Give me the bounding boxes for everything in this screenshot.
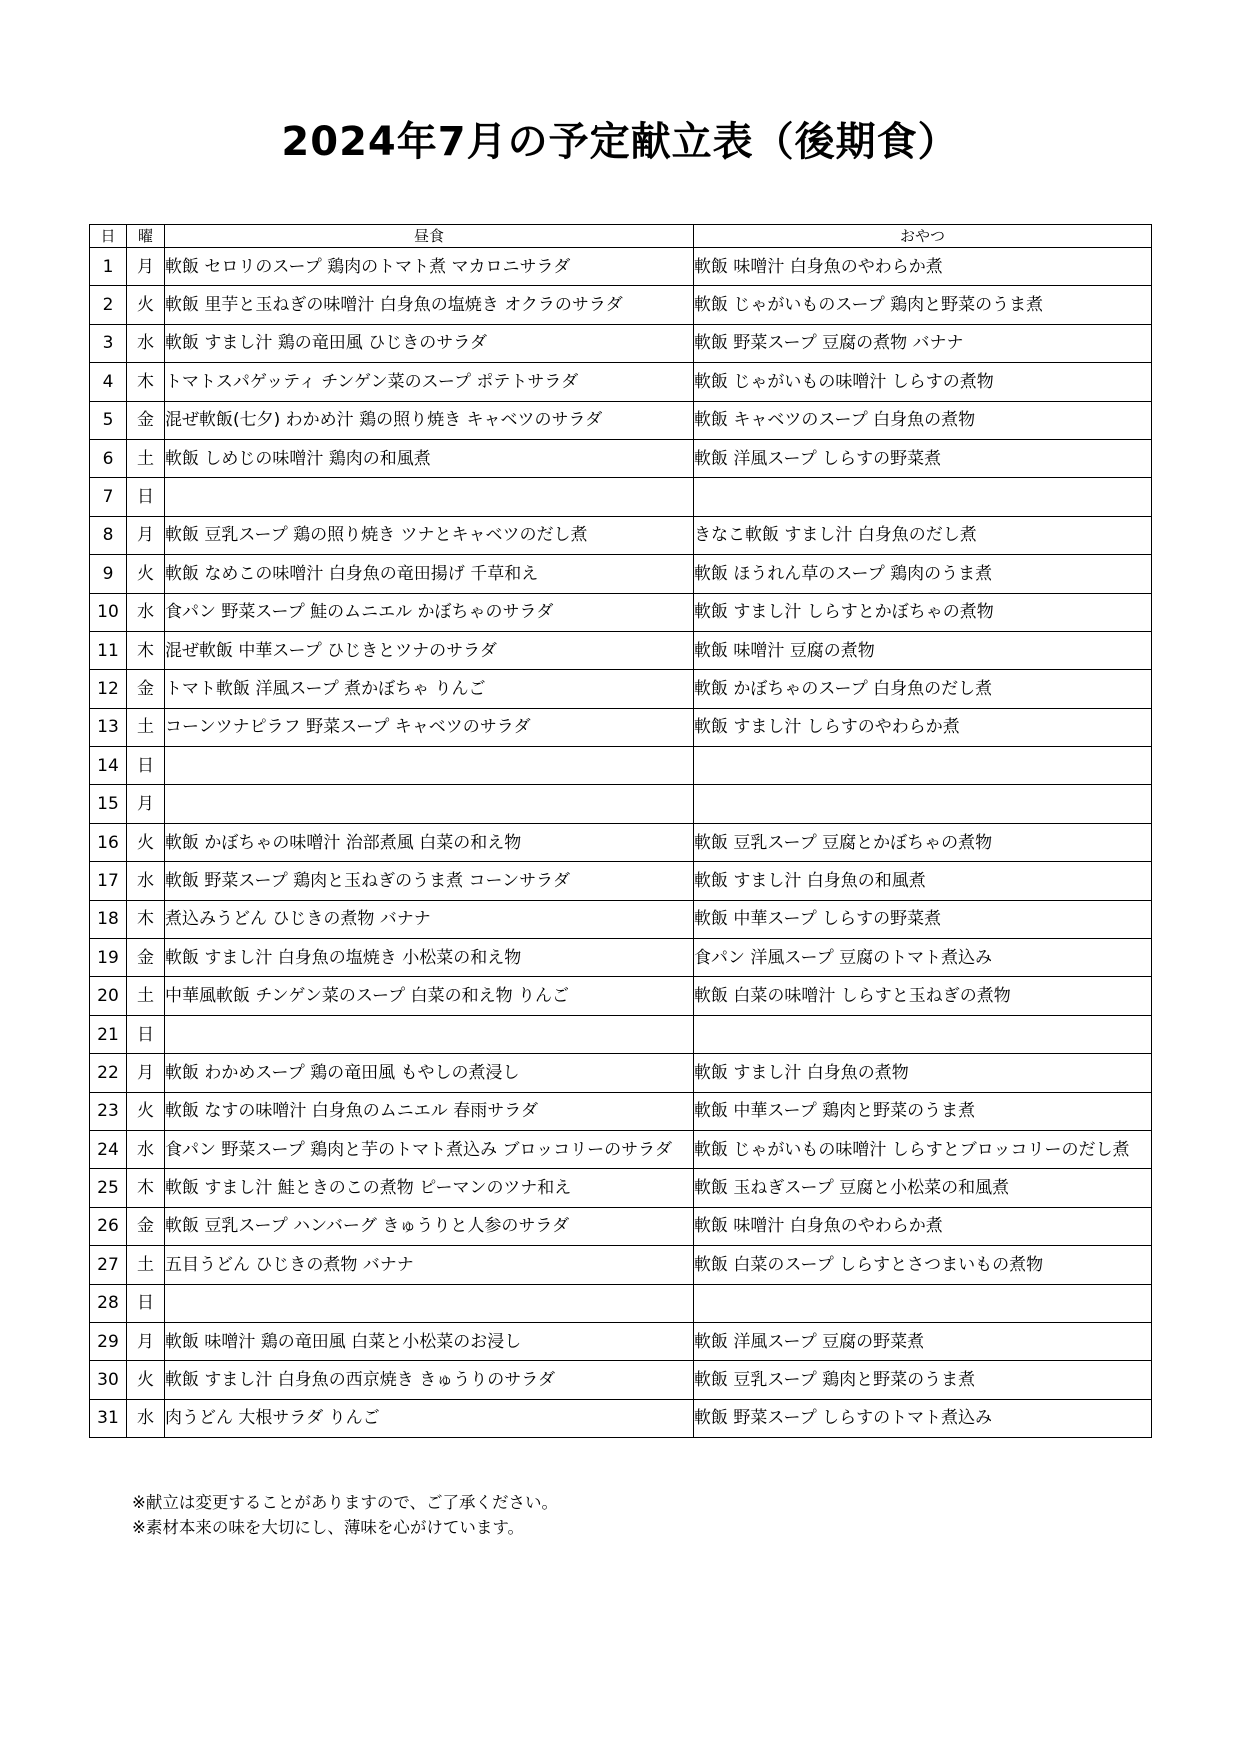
weekday-cell: 火 xyxy=(127,823,165,861)
snack-cell: 軟飯 豆乳スープ 鶏肉と野菜のうま煮 xyxy=(694,1361,1152,1399)
lunch-cell: コーンツナピラフ 野菜スープ キャベツのサラダ xyxy=(165,708,694,746)
lunch-cell xyxy=(165,478,694,516)
table-row xyxy=(90,1361,1152,1399)
lunch-cell: 五目うどん ひじきの煮物 バナナ xyxy=(165,1246,694,1284)
lunch-cell: 混ぜ軟飯 中華スープ ひじきとツナのサラダ xyxy=(165,631,694,669)
snack-cell: 軟飯 野菜スープ 豆腐の煮物 バナナ xyxy=(694,324,1152,362)
weekday-cell: 月 xyxy=(127,1322,165,1360)
day-cell: 19 xyxy=(90,939,127,977)
table-row xyxy=(90,1322,1152,1360)
header-lunch: 昼食 xyxy=(165,225,694,248)
weekday-cell: 火 xyxy=(127,1361,165,1399)
day-cell: 20 xyxy=(90,977,127,1015)
snack-cell: 軟飯 野菜スープ しらすのトマト煮込み xyxy=(694,1399,1152,1437)
table-row xyxy=(90,900,1152,938)
weekday-cell: 水 xyxy=(127,324,165,362)
weekday-cell: 日 xyxy=(127,1015,165,1053)
snack-cell: 軟飯 かぼちゃのスープ 白身魚のだし煮 xyxy=(694,670,1152,708)
snack-cell: 軟飯 すまし汁 白身魚の煮物 xyxy=(694,1054,1152,1092)
snack-cell: 軟飯 すまし汁 白身魚の和風煮 xyxy=(694,862,1152,900)
table-row xyxy=(90,862,1152,900)
table-row xyxy=(90,1399,1152,1437)
table-row xyxy=(90,1015,1152,1053)
weekday-cell: 水 xyxy=(127,1130,165,1168)
table-row xyxy=(90,939,1152,977)
snack-cell: 軟飯 洋風スープ 豆腐の野菜煮 xyxy=(694,1322,1152,1360)
lunch-cell: 軟飯 すまし汁 白身魚の塩焼き 小松菜の和え物 xyxy=(165,939,694,977)
lunch-cell: 軟飯 かぼちゃの味噌汁 治部煮風 白菜の和え物 xyxy=(165,823,694,861)
day-cell: 3 xyxy=(90,324,127,362)
table-row xyxy=(90,555,1152,593)
table-row xyxy=(90,977,1152,1015)
day-cell: 31 xyxy=(90,1399,127,1437)
lunch-cell: 混ぜ軟飯(七夕) わかめ汁 鶏の照り焼き キャベツのサラダ xyxy=(165,401,694,439)
weekday-cell: 火 xyxy=(127,286,165,324)
table-row xyxy=(90,363,1152,401)
day-cell: 29 xyxy=(90,1322,127,1360)
weekday-cell: 月 xyxy=(127,785,165,823)
day-cell: 10 xyxy=(90,593,127,631)
table-row xyxy=(90,1207,1152,1245)
table-row xyxy=(90,747,1152,785)
day-cell: 12 xyxy=(90,670,127,708)
day-cell: 2 xyxy=(90,286,127,324)
snack-cell: 軟飯 味噌汁 豆腐の煮物 xyxy=(694,631,1152,669)
snack-cell: 軟飯 中華スープ 鶏肉と野菜のうま煮 xyxy=(694,1092,1152,1130)
snack-cell: 軟飯 じゃがいもの味噌汁 しらすとブロッコリーのだし煮 xyxy=(694,1130,1152,1168)
snack-cell: 軟飯 白菜のスープ しらすとさつまいもの煮物 xyxy=(694,1246,1152,1284)
snack-cell: きなこ軟飯 すまし汁 白身魚のだし煮 xyxy=(694,516,1152,554)
header-weekday: 曜 xyxy=(127,225,165,248)
weekday-cell: 月 xyxy=(127,248,165,286)
day-cell: 15 xyxy=(90,785,127,823)
table-row xyxy=(90,1130,1152,1168)
table-row xyxy=(90,286,1152,324)
weekday-cell: 木 xyxy=(127,900,165,938)
day-cell: 8 xyxy=(90,516,127,554)
table-row xyxy=(90,324,1152,362)
weekday-cell: 火 xyxy=(127,555,165,593)
snack-cell: 軟飯 中華スープ しらすの野菜煮 xyxy=(694,900,1152,938)
weekday-cell: 水 xyxy=(127,1399,165,1437)
note-line: ※献立は変更することがありますので、ご了承ください。 xyxy=(132,1493,558,1512)
note-line: ※素材本来の味を大切にし、薄味を心がけています。 xyxy=(132,1518,525,1537)
day-cell: 24 xyxy=(90,1130,127,1168)
day-cell: 18 xyxy=(90,900,127,938)
menu-table xyxy=(89,224,1152,1438)
snack-cell xyxy=(694,478,1152,516)
lunch-cell: 軟飯 豆乳スープ ハンバーグ きゅうりと人参のサラダ xyxy=(165,1207,694,1245)
table-row xyxy=(90,593,1152,631)
notes xyxy=(132,1490,558,1540)
table-row xyxy=(90,439,1152,477)
snack-cell xyxy=(694,1284,1152,1322)
snack-cell: 軟飯 じゃがいもの味噌汁 しらすの煮物 xyxy=(694,363,1152,401)
lunch-cell: トマト軟飯 洋風スープ 煮かぼちゃ りんご xyxy=(165,670,694,708)
table-row xyxy=(90,1054,1152,1092)
weekday-cell: 金 xyxy=(127,939,165,977)
day-cell: 28 xyxy=(90,1284,127,1322)
day-cell: 16 xyxy=(90,823,127,861)
lunch-cell: 軟飯 わかめスープ 鶏の竜田風 もやしの煮浸し xyxy=(165,1054,694,1092)
snack-cell: 軟飯 すまし汁 しらすとかぼちゃの煮物 xyxy=(694,593,1152,631)
day-cell: 30 xyxy=(90,1361,127,1399)
lunch-cell xyxy=(165,785,694,823)
lunch-cell: 食パン 野菜スープ 鮭のムニエル かぼちゃのサラダ xyxy=(165,593,694,631)
table-row xyxy=(90,708,1152,746)
lunch-cell: 軟飯 しめじの味噌汁 鶏肉の和風煮 xyxy=(165,439,694,477)
lunch-cell: 軟飯 なすの味噌汁 白身魚のムニエル 春雨サラダ xyxy=(165,1092,694,1130)
day-cell: 4 xyxy=(90,363,127,401)
lunch-cell: 中華風軟飯 チンゲン菜のスープ 白菜の和え物 りんご xyxy=(165,977,694,1015)
snack-cell: 軟飯 豆乳スープ 豆腐とかぼちゃの煮物 xyxy=(694,823,1152,861)
lunch-cell: 軟飯 セロリのスープ 鶏肉のトマト煮 マカロニサラダ xyxy=(165,248,694,286)
snack-cell xyxy=(694,1015,1152,1053)
table-row xyxy=(90,516,1152,554)
table-row xyxy=(90,1284,1152,1322)
lunch-cell: 煮込みうどん ひじきの煮物 バナナ xyxy=(165,900,694,938)
lunch-cell xyxy=(165,747,694,785)
table-row xyxy=(90,785,1152,823)
snack-cell: 軟飯 ほうれん草のスープ 鶏肉のうま煮 xyxy=(694,555,1152,593)
table-row xyxy=(90,478,1152,516)
snack-cell: 軟飯 味噌汁 白身魚のやわらか煮 xyxy=(694,248,1152,286)
table-row xyxy=(90,1169,1152,1207)
header-snack: おやつ xyxy=(694,225,1152,248)
weekday-cell: 月 xyxy=(127,1054,165,1092)
weekday-cell: 月 xyxy=(127,516,165,554)
table-body xyxy=(90,248,1152,1438)
day-cell: 21 xyxy=(90,1015,127,1053)
weekday-cell: 土 xyxy=(127,708,165,746)
table-row xyxy=(90,248,1152,286)
snack-cell: 軟飯 キャベツのスープ 白身魚の煮物 xyxy=(694,401,1152,439)
table-row xyxy=(90,631,1152,669)
weekday-cell: 金 xyxy=(127,670,165,708)
snack-cell: 軟飯 味噌汁 白身魚のやわらか煮 xyxy=(694,1207,1152,1245)
weekday-cell: 水 xyxy=(127,862,165,900)
weekday-cell: 水 xyxy=(127,593,165,631)
weekday-cell: 土 xyxy=(127,977,165,1015)
weekday-cell: 土 xyxy=(127,439,165,477)
header-day: 日 xyxy=(90,225,127,248)
day-cell: 14 xyxy=(90,747,127,785)
day-cell: 26 xyxy=(90,1207,127,1245)
weekday-cell: 日 xyxy=(127,1284,165,1322)
lunch-cell xyxy=(165,1015,694,1053)
lunch-cell: 軟飯 野菜スープ 鶏肉と玉ねぎのうま煮 コーンサラダ xyxy=(165,862,694,900)
weekday-cell: 日 xyxy=(127,747,165,785)
snack-cell: 軟飯 じゃがいものスープ 鶏肉と野菜のうま煮 xyxy=(694,286,1152,324)
lunch-cell: 軟飯 味噌汁 鶏の竜田風 白菜と小松菜のお浸し xyxy=(165,1322,694,1360)
day-cell: 9 xyxy=(90,555,127,593)
day-cell: 1 xyxy=(90,248,127,286)
lunch-cell: 軟飯 すまし汁 鶏の竜田風 ひじきのサラダ xyxy=(165,324,694,362)
day-cell: 7 xyxy=(90,478,127,516)
weekday-cell: 火 xyxy=(127,1092,165,1130)
weekday-cell: 日 xyxy=(127,478,165,516)
day-cell: 5 xyxy=(90,401,127,439)
table-header-row xyxy=(90,225,1152,248)
table-row xyxy=(90,1092,1152,1130)
weekday-cell: 木 xyxy=(127,631,165,669)
day-cell: 22 xyxy=(90,1054,127,1092)
weekday-cell: 木 xyxy=(127,363,165,401)
day-cell: 11 xyxy=(90,631,127,669)
snack-cell: 軟飯 すまし汁 しらすのやわらか煮 xyxy=(694,708,1152,746)
table-row xyxy=(90,670,1152,708)
table-row xyxy=(90,823,1152,861)
lunch-cell: 軟飯 すまし汁 鮭ときのこの煮物 ピーマンのツナ和え xyxy=(165,1169,694,1207)
day-cell: 25 xyxy=(90,1169,127,1207)
weekday-cell: 金 xyxy=(127,401,165,439)
snack-cell: 軟飯 洋風スープ しらすの野菜煮 xyxy=(694,439,1152,477)
snack-cell: 軟飯 白菜の味噌汁 しらすと玉ねぎの煮物 xyxy=(694,977,1152,1015)
weekday-cell: 土 xyxy=(127,1246,165,1284)
lunch-cell xyxy=(165,1284,694,1322)
snack-cell xyxy=(694,747,1152,785)
snack-cell: 軟飯 玉ねぎスープ 豆腐と小松菜の和風煮 xyxy=(694,1169,1152,1207)
page-title: 2024年7月の予定献立表（後期食） xyxy=(281,119,959,165)
lunch-cell: 軟飯 なめこの味噌汁 白身魚の竜田揚げ 千草和え xyxy=(165,555,694,593)
day-cell: 27 xyxy=(90,1246,127,1284)
lunch-cell: 軟飯 豆乳スープ 鶏の照り焼き ツナとキャベツのだし煮 xyxy=(165,516,694,554)
lunch-cell: 軟飯 すまし汁 白身魚の西京焼き きゅうりのサラダ xyxy=(165,1361,694,1399)
day-cell: 13 xyxy=(90,708,127,746)
weekday-cell: 金 xyxy=(127,1207,165,1245)
day-cell: 23 xyxy=(90,1092,127,1130)
weekday-cell: 木 xyxy=(127,1169,165,1207)
snack-cell xyxy=(694,785,1152,823)
lunch-cell: 肉うどん 大根サラダ りんご xyxy=(165,1399,694,1437)
day-cell: 17 xyxy=(90,862,127,900)
day-cell: 6 xyxy=(90,439,127,477)
snack-cell: 食パン 洋風スープ 豆腐のトマト煮込み xyxy=(694,939,1152,977)
table-row xyxy=(90,1246,1152,1284)
lunch-cell: 食パン 野菜スープ 鶏肉と芋のトマト煮込み ブロッコリーのサラダ xyxy=(165,1130,694,1168)
lunch-cell: トマトスパゲッティ チンゲン菜のスープ ポテトサラダ xyxy=(165,363,694,401)
lunch-cell: 軟飯 里芋と玉ねぎの味噌汁 白身魚の塩焼き オクラのサラダ xyxy=(165,286,694,324)
table-row xyxy=(90,401,1152,439)
